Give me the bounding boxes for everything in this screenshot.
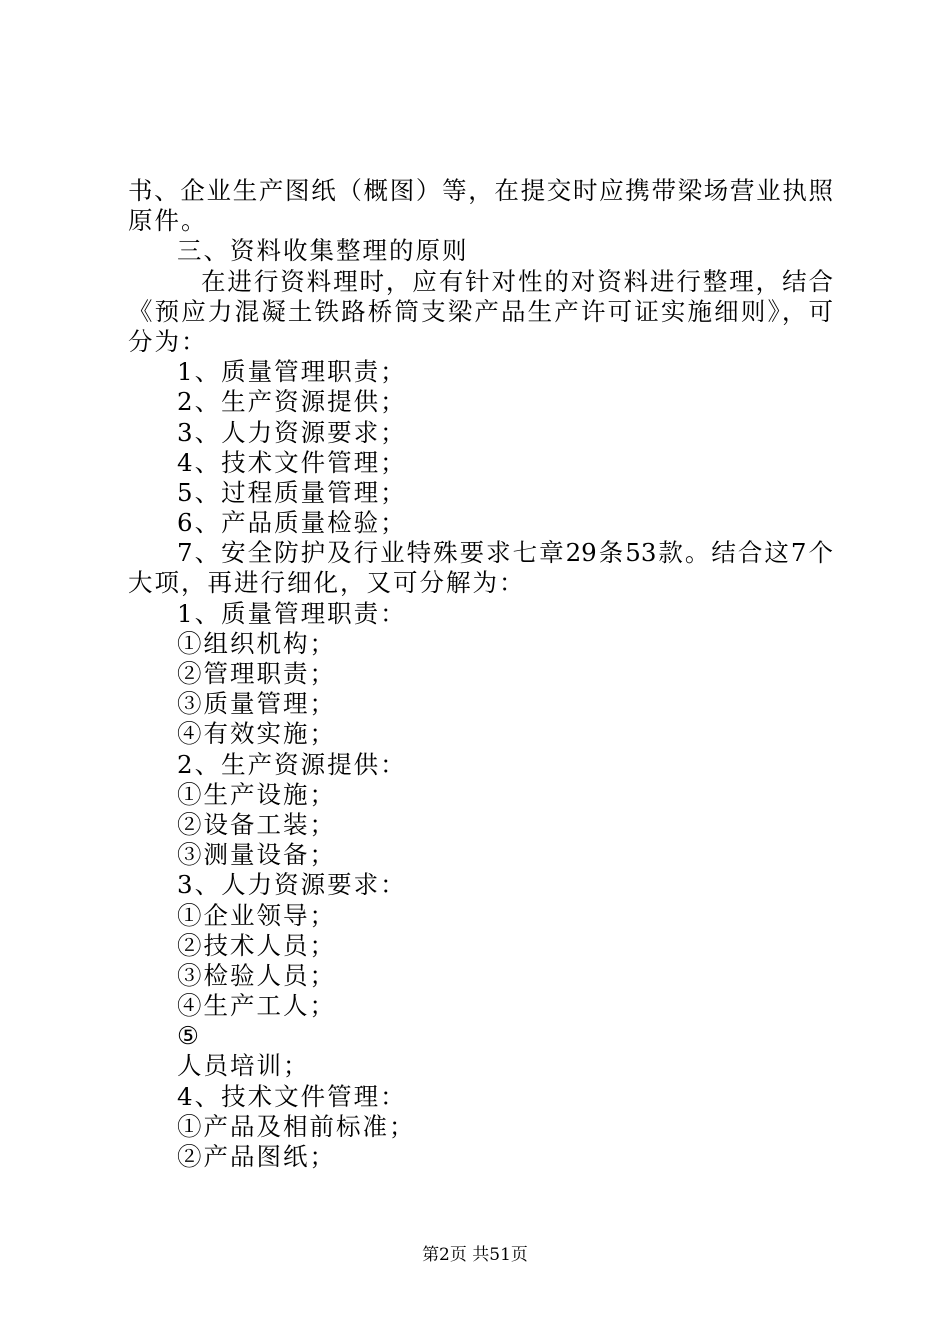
text-line: 原件。 xyxy=(128,206,208,236)
list-item: ①产品及相前标准； xyxy=(177,1111,416,1141)
list-item: ②设备工装； xyxy=(177,809,336,839)
list-item: ④有效实施； xyxy=(177,719,336,749)
list-item: ⑤ xyxy=(177,1021,201,1051)
list-item: ①企业领导； xyxy=(177,900,336,930)
list-item: ①组织机构； xyxy=(177,628,336,658)
section-heading: 三、资料收集整理的原则 xyxy=(177,236,469,266)
list-item: 4、技术文件管理： xyxy=(177,1081,407,1111)
list-item: 1、质量管理职责； xyxy=(177,357,407,387)
list-item: 4、技术文件管理； xyxy=(177,447,407,477)
list-item: 6、产品质量检验； xyxy=(177,508,407,538)
list-item: 2、生产资源提供； xyxy=(177,387,407,417)
list-item: 3、人力资源要求； xyxy=(177,417,407,447)
list-item: ②管理职责； xyxy=(177,659,336,688)
text-line: 大项，再进行细化，又可分解为： xyxy=(128,568,526,598)
text-line: 分为： xyxy=(128,326,208,356)
text-line: 书、企业生产图纸（概图）等，在提交时应携带梁场营业执照 xyxy=(128,176,833,205)
list-item: ②产品图纸； xyxy=(177,1142,336,1171)
text-line: 《预应力混凝土铁路桥筒支梁产品生产许可证实施细则》，可 xyxy=(128,296,833,326)
list-item: ③质量管理； xyxy=(177,689,336,719)
list-item: 人员培训； xyxy=(177,1051,310,1081)
list-item: ③检验人员； xyxy=(177,960,336,990)
list-item: ②技术人员； xyxy=(177,930,336,960)
list-item: ④生产工人； xyxy=(177,991,336,1021)
list-item: ③测量设备； xyxy=(177,840,336,870)
list-item: 1、质量管理职责： xyxy=(177,598,407,628)
document-body xyxy=(128,176,833,1172)
list-item: 2、生产资源提供： xyxy=(177,749,407,779)
list-item: ①生产设施； xyxy=(177,779,336,809)
text-line: 在进行资料理时，应有针对性的对资料进行整理，结合 xyxy=(201,266,833,296)
text-line: 7、安全防护及行业特殊要求七章29条53款。结合这7个 xyxy=(177,538,833,568)
list-item: 5、过程质量管理； xyxy=(177,477,407,507)
page-number-footer: 第2页 共51页 xyxy=(422,1245,528,1265)
list-item: 3、人力资源要求： xyxy=(177,870,407,900)
